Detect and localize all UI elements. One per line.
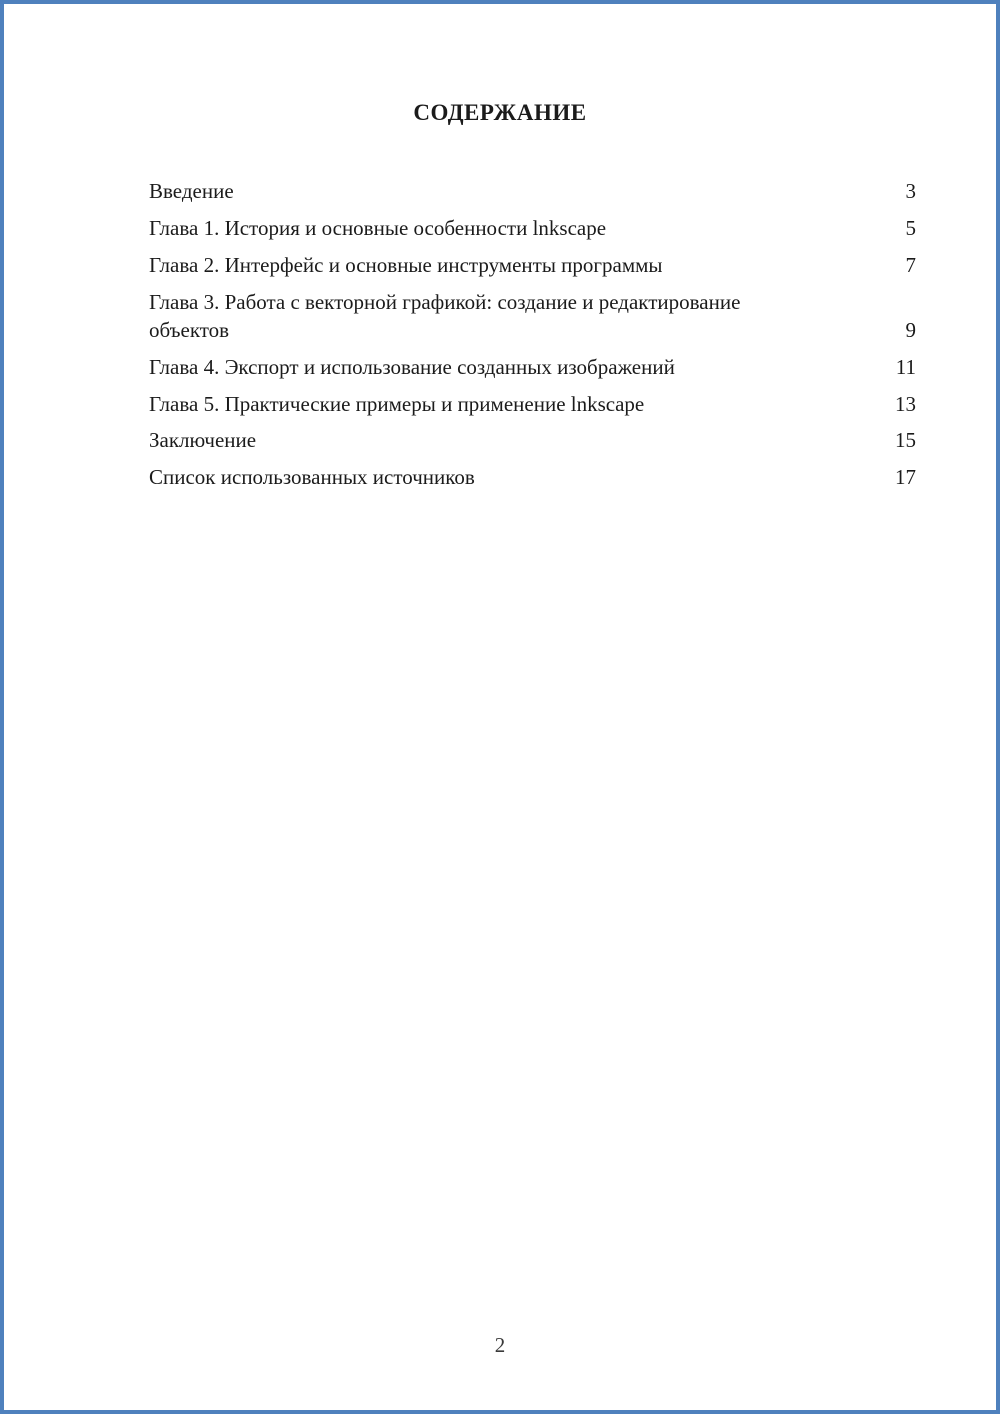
toc-entry-label: Введение — [149, 179, 234, 203]
toc-entry-label: Глава 3. Работа с векторной графикой: создание и редактирование объектов — [149, 289, 741, 342]
toc-entry-page: 11 — [895, 354, 916, 379]
toc-entry — [149, 289, 916, 345]
toc-entry-label: Глава 5. Практические примеры и применение lnkscape — [149, 391, 645, 416]
toc-entry — [149, 252, 916, 280]
toc-entry-page: 9 — [905, 317, 916, 342]
table-of-contents — [4, 178, 996, 492]
toc-entry-page: 15 — [895, 428, 916, 453]
toc-entry-page: 5 — [905, 215, 916, 240]
toc-entry-page: 17 — [895, 465, 916, 490]
toc-entry-label: Глава 4. Экспорт и использование созданных изображений — [149, 354, 675, 379]
toc-entry-page: 3 — [905, 179, 916, 203]
toc-entry-page: 7 — [905, 252, 916, 277]
toc-entry-label: Список использованных источников — [149, 465, 475, 490]
toc-entry — [149, 354, 916, 382]
page-title: СОДЕРЖАНИЕ — [413, 100, 587, 125]
toc-entry — [149, 427, 916, 455]
toc-entry-label: Глава 1. История и основные особенности lnkscape — [149, 215, 607, 240]
toc-entry — [149, 178, 916, 206]
toc-entry — [149, 215, 916, 243]
toc-entry-label: Глава 2. Интерфейс и основные инструменты программы — [149, 252, 663, 277]
page-number: 2 — [494, 1333, 506, 1357]
toc-entry-page: 13 — [895, 391, 916, 416]
toc-entry — [149, 391, 916, 419]
toc-entry-label: Заключение — [149, 428, 257, 453]
toc-entry — [149, 464, 916, 492]
